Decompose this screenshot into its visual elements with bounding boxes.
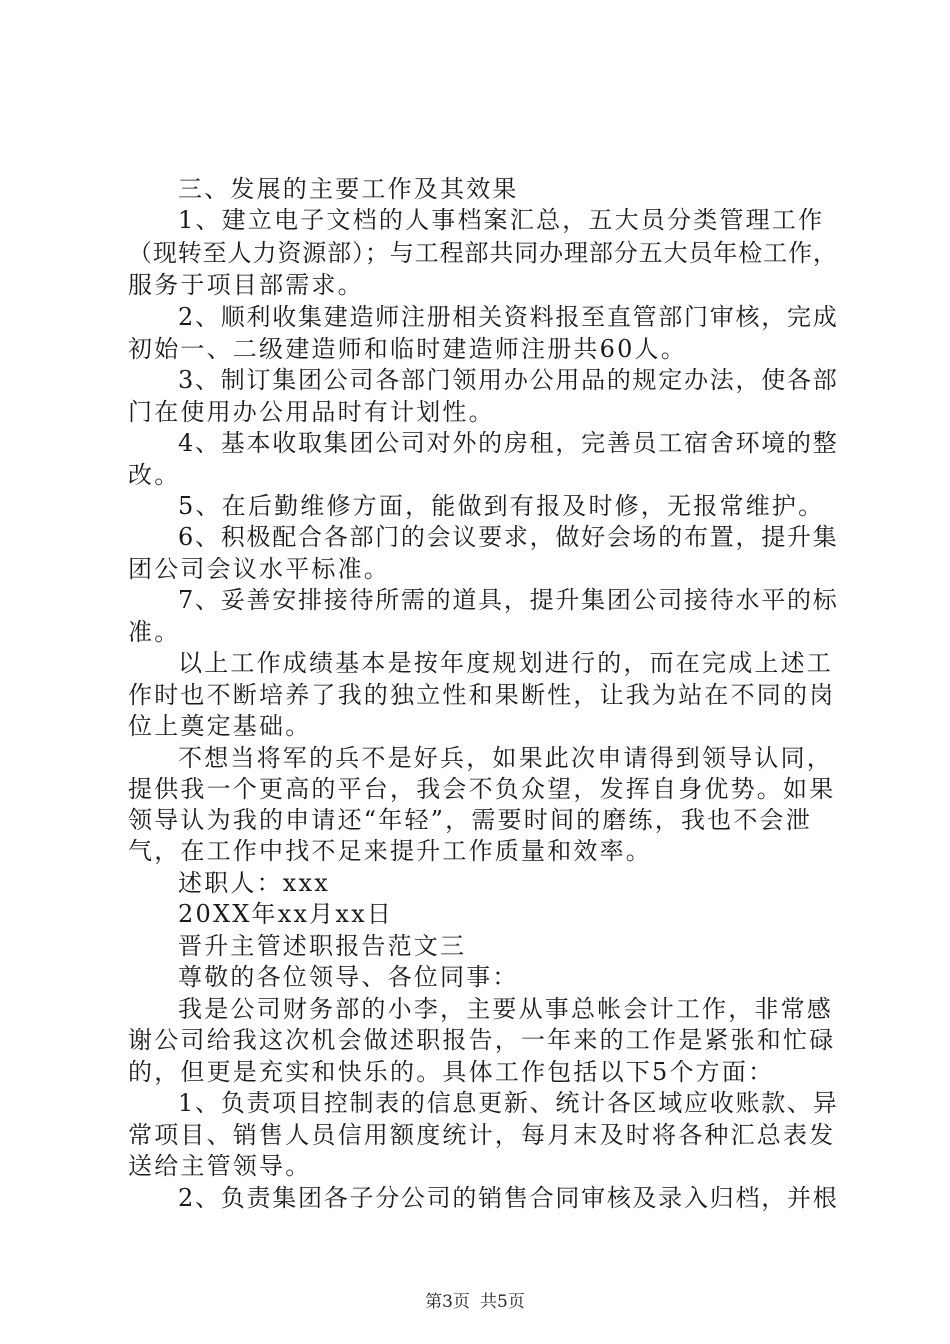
paragraph-line: 3、制订集团公司各部门领用办公用品的规定办法，使各部 xyxy=(178,366,839,394)
paragraph-line: 准。 xyxy=(128,618,181,646)
paragraph-line: 不想当将军的兵不是好兵，如果此次申请得到领导认同， xyxy=(178,744,833,772)
paragraph-line: 门在使用办公用品时有计划性。 xyxy=(128,398,495,426)
paragraph-line: 以上工作成绩基本是按年度规划进行的，而在完成上述工 xyxy=(178,649,833,677)
reporter-line: 述职人：xxx xyxy=(178,869,331,897)
page-number: 第3页 xyxy=(425,1292,470,1312)
paragraph-line: 气，在工作中找不足来提升工作质量和效率。 xyxy=(128,837,652,865)
paragraph-line: 1、负责项目控制表的信息更新、统计各区域应收账款、异 xyxy=(178,1089,839,1117)
paragraph-line: 改。 xyxy=(128,461,181,489)
paragraph-line: 常项目、销售人员信用额度统计，每月末及时将各种汇总表发 xyxy=(128,1121,836,1149)
paragraph-line: 送给主管领导。 xyxy=(128,1152,312,1180)
salutation: 尊敬的各位领导、各位同事： xyxy=(178,963,519,991)
paragraph-line: 提供我一个更高的平台，我会不负众望，发挥自身优势。如果 xyxy=(128,775,836,803)
paragraph-line: 初始一、二级建造师和临时建造师注册共60人。 xyxy=(128,335,687,363)
paragraph-line: 4、基本收取集团公司对外的房租，完善员工宿舍环境的整 xyxy=(178,429,839,457)
paragraph-line: 团公司会议水平标准。 xyxy=(128,555,390,583)
paragraph-line: 服务于项目部需求。 xyxy=(128,271,364,299)
paragraph-line: 作时也不断培养了我的独立性和果断性，让我为站在不同的岗 xyxy=(128,681,836,709)
paragraph-line: 2、负责集团各子分公司的销售合同审核及录入归档，并根 xyxy=(178,1184,839,1212)
paragraph-line: 位上奠定基础。 xyxy=(128,712,312,740)
section-heading: 三、发展的主要工作及其效果 xyxy=(178,175,519,203)
page-footer xyxy=(0,1291,950,1313)
section-title: 晋升主管述职报告范文三 xyxy=(178,932,467,960)
paragraph-line: 7、妥善安排接待所需的道具，提升集团公司接待水平的标 xyxy=(178,586,839,614)
paragraph-line: 谢公司给我这次机会做述职报告，一年来的工作是紧张和忙碌 xyxy=(128,1026,836,1054)
paragraph-line: 领导认为我的申请还“年轻”，需要时间的磨练，我也不会泄 xyxy=(128,806,812,834)
paragraph-line: 我是公司财务部的小李，主要从事总帐会计工作，非常感 xyxy=(178,995,833,1023)
paragraph-line: （现转至人力资源部）；与工程部共同办理部分五大员年检工作， xyxy=(128,239,838,267)
page-total: 共5页 xyxy=(480,1292,525,1312)
paragraph-line: 的，但更是充实和快乐的。具体工作包括以下5个方面： xyxy=(128,1058,775,1086)
paragraph-line: 1、建立电子文档的人事档案汇总，五大员分类管理工作 xyxy=(178,206,825,234)
paragraph-line: 6、积极配合各部门的会议要求，做好会场的布置，提升集 xyxy=(178,523,839,551)
date-line: 20XX年xx月xx日 xyxy=(178,900,394,928)
paragraph-line: 5、在后勤维修方面，能做到有报及时修，无报常维护。 xyxy=(178,492,825,520)
paragraph-line: 2、顺利收集建造师注册相关资料报至直管部门审核，完成 xyxy=(178,303,839,331)
